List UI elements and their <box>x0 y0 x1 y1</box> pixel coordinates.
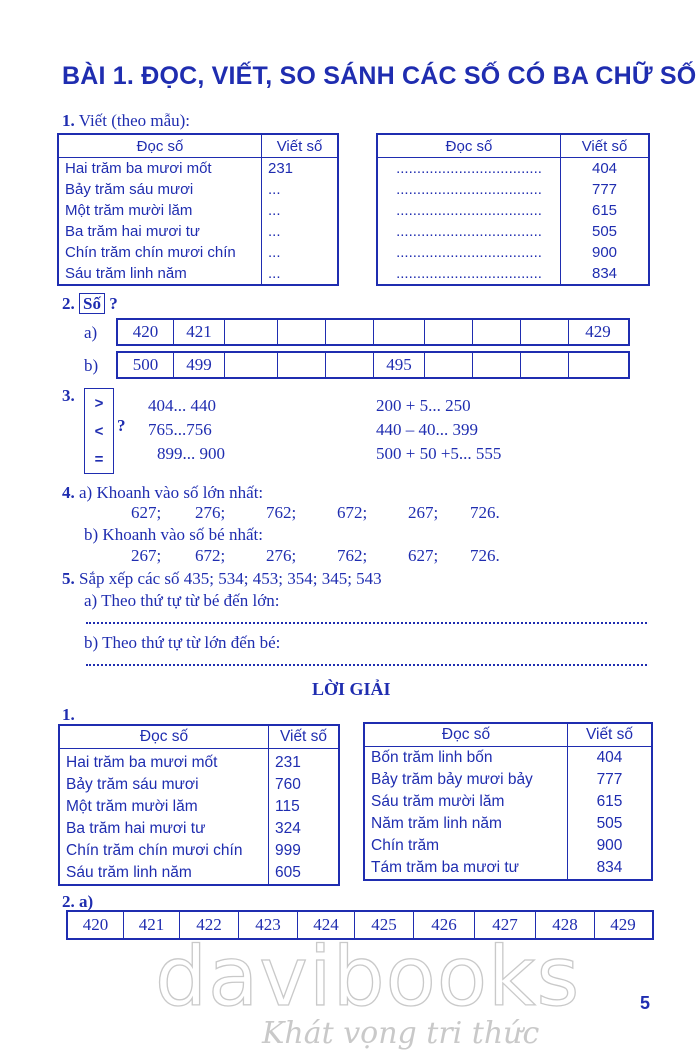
exercise-1-instruction: Viết (theo mẫu): <box>78 111 191 130</box>
number-blank-cell[interactable] <box>326 353 374 377</box>
number-option[interactable]: 672; <box>337 503 368 522</box>
table-cell: Sáu trăm linh năm <box>65 265 187 282</box>
number-blank-cell[interactable] <box>374 320 425 344</box>
exercise-1-heading <box>62 111 190 131</box>
exercise-1-table-left <box>57 133 339 286</box>
answer-line-a[interactable] <box>86 622 647 624</box>
table-cell: ... <box>262 179 339 200</box>
table-row <box>59 749 339 775</box>
watermark-slogan: Khát vọng tri thức <box>262 1016 540 1051</box>
table-row <box>377 221 649 242</box>
number-cell: 421 <box>124 912 180 938</box>
answer-line-b[interactable] <box>86 664 647 666</box>
exercise-2-label: 2. <box>62 294 75 313</box>
table-cell: Sáu trăm linh năm <box>66 864 192 881</box>
table-cell: 834 <box>561 263 650 285</box>
table-cell: Sáu trăm mười lăm <box>371 793 505 810</box>
table-header: Viết số <box>269 725 340 749</box>
table-cell: 505 <box>561 221 650 242</box>
comparison-sign-box <box>84 388 114 474</box>
table-row <box>58 221 338 242</box>
comparison-item[interactable]: 765...756 <box>148 420 212 439</box>
comparison-item[interactable]: 440 – 40... 399 <box>376 420 478 439</box>
exercise-3-label: 3. <box>62 386 75 405</box>
table-cell: 834 <box>568 857 653 880</box>
page-title: BÀI 1. ĐỌC, VIẾT, SO SÁNH CÁC SỐ CÓ BA CHỮ SỐ <box>62 62 697 90</box>
exercise-5-label: 5. <box>62 569 75 588</box>
table-cell: 777 <box>568 769 653 791</box>
number-cell: 424 <box>298 912 355 938</box>
table-cell: ... <box>262 200 339 221</box>
table-header: Đọc số <box>364 723 568 747</box>
exercise-1-label: 1. <box>62 111 75 130</box>
number-blank-cell[interactable] <box>473 320 521 344</box>
exercise-4-b-numbers <box>131 546 500 566</box>
number-row-b <box>116 351 630 379</box>
number-row-a <box>116 318 630 346</box>
table-cell: 231 <box>269 749 340 775</box>
table-row <box>59 818 339 840</box>
number-option[interactable]: 627; <box>408 546 439 565</box>
table-cell: 505 <box>568 813 653 835</box>
number-cell: 499 <box>174 353 225 377</box>
table-row <box>377 242 649 263</box>
table-cell: Chín trăm chín mươi chín <box>65 244 236 261</box>
number-option[interactable]: 726. <box>470 503 500 522</box>
table-cell: Bảy trăm sáu mươi <box>65 181 194 198</box>
table-header: Viết số <box>561 134 650 158</box>
table-cell: Một trăm mười lăm <box>66 798 198 815</box>
number-cell: 420 <box>118 320 174 344</box>
table-cell: 404 <box>568 747 653 770</box>
exercise-4-label: 4. <box>62 483 75 502</box>
so-box: Số <box>79 293 105 314</box>
number-blank-cell[interactable] <box>225 353 278 377</box>
number-blank-cell[interactable] <box>425 353 473 377</box>
comparison-item[interactable]: 899... 900 <box>157 444 225 463</box>
answer-blank[interactable]: ................................... <box>396 181 542 198</box>
number-blank-cell[interactable] <box>225 320 278 344</box>
table-cell: Chín trăm <box>371 837 440 854</box>
table-header: Đọc số <box>59 725 269 749</box>
table-row <box>364 835 652 857</box>
table-cell: 231 <box>262 158 339 180</box>
table-cell: Bốn trăm linh bốn <box>371 749 493 766</box>
exercise-4-a-text: a) Khoanh vào số lớn nhất: <box>79 483 264 502</box>
table-cell: 900 <box>568 835 653 857</box>
number-option[interactable]: 276; <box>266 546 297 565</box>
answer-blank[interactable]: ................................... <box>396 223 542 240</box>
number-cell: 500 <box>118 353 174 377</box>
table-cell: 115 <box>269 796 340 818</box>
number-cell: 420 <box>68 912 124 938</box>
table-row <box>377 179 649 200</box>
solution-2-label: 2. a) <box>62 892 94 911</box>
table-row <box>59 796 339 818</box>
number-cell: 427 <box>475 912 536 938</box>
table-header: Đọc số <box>58 134 262 158</box>
greater-than-sign: > <box>94 394 104 412</box>
number-blank-cell[interactable] <box>278 320 326 344</box>
table-row <box>58 158 338 180</box>
table-cell: 615 <box>561 200 650 221</box>
number-cell: 429 <box>610 915 636 934</box>
page-number: 5 <box>640 993 651 1013</box>
exercise-4-b-text: b) Khoanh vào số bé nhất: <box>84 525 263 544</box>
table-row <box>377 263 649 285</box>
table-row <box>59 840 339 862</box>
number-blank-cell[interactable] <box>278 353 326 377</box>
table-cell: ... <box>262 263 339 285</box>
number-cell: 423 <box>239 912 298 938</box>
table-row <box>364 791 652 813</box>
table-row <box>59 862 339 885</box>
table-header: Viết số <box>262 134 339 158</box>
number-blank-cell[interactable] <box>473 353 521 377</box>
table-cell: ... <box>262 221 339 242</box>
answer-blank[interactable]: ................................... <box>396 160 542 177</box>
row-b-label: b) <box>84 356 99 375</box>
solution-table-left <box>58 724 340 886</box>
table-cell: Hai trăm ba mươi mốt <box>65 160 212 177</box>
table-header: Viết số <box>568 723 653 747</box>
exercise-5-a-text: a) Theo thứ tự từ bé đến lớn: <box>84 591 280 610</box>
exercise-2-heading <box>62 293 118 314</box>
answer-blank[interactable]: ................................... <box>396 244 542 261</box>
answer-blank[interactable]: ................................... <box>396 202 542 219</box>
table-cell: 777 <box>561 179 650 200</box>
table-cell: 615 <box>568 791 653 813</box>
table-row <box>58 263 338 285</box>
table-cell: Tám trăm ba mươi tư <box>371 859 520 876</box>
table-row <box>377 158 649 180</box>
number-option[interactable]: 276; <box>195 503 226 522</box>
table-row <box>59 774 339 796</box>
less-than-sign: < <box>94 422 104 440</box>
exercise-5-heading <box>62 569 382 589</box>
table-cell: Bảy trăm sáu mươi <box>66 776 199 793</box>
number-option[interactable]: 267; <box>131 546 162 565</box>
table-row <box>364 769 652 791</box>
number-blank-cell[interactable] <box>521 353 569 377</box>
number-cell: 426 <box>414 912 475 938</box>
table-row <box>364 813 652 835</box>
table-row <box>58 179 338 200</box>
table-cell: Ba trăm hai mươi tư <box>66 820 206 837</box>
comparison-item[interactable]: 500 + 50 +5... 555 <box>376 444 502 463</box>
solution-1-label: 1. <box>62 705 75 724</box>
table-cell: 999 <box>269 840 340 862</box>
comparison-item[interactable]: 404... 440 <box>148 396 216 415</box>
number-blank-cell[interactable] <box>521 320 569 344</box>
number-cell: 495 <box>374 353 425 377</box>
solution-heading: LỜI GIẢI <box>312 679 391 699</box>
table-cell: Một trăm mười lăm <box>65 202 193 219</box>
number-cell: 425 <box>355 912 414 938</box>
number-option[interactable]: 726. <box>470 546 500 565</box>
table-cell: ... <box>262 242 339 263</box>
table-row <box>364 857 652 880</box>
exercise-5-text: Sắp xếp các số 435; 534; 453; 354; 345; 543 <box>79 569 382 588</box>
row-a-label: a) <box>84 323 98 342</box>
table-cell: Hai trăm ba mươi mốt <box>66 754 218 771</box>
answer-blank[interactable]: ................................... <box>396 265 542 282</box>
number-blank-cell[interactable] <box>425 320 473 344</box>
table-cell: 900 <box>561 242 650 263</box>
table-row <box>58 242 338 263</box>
table-row <box>58 200 338 221</box>
number-cell: 421 <box>174 320 225 344</box>
exercise-4-a-heading <box>62 483 263 503</box>
table-cell: Năm trăm linh năm <box>371 815 502 832</box>
number-option[interactable]: 672; <box>195 546 226 565</box>
question-mark: ? <box>117 416 126 435</box>
exercise-5-b-text: b) Theo thứ tự từ lớn đến bé: <box>84 633 281 652</box>
number-cell: 428 <box>536 912 595 938</box>
number-option[interactable]: 627; <box>131 503 162 522</box>
table-cell: 404 <box>561 158 650 180</box>
comparison-item[interactable]: 200 + 5... 250 <box>376 396 471 415</box>
exercise-4-a-numbers <box>131 503 500 523</box>
number-blank-cell[interactable] <box>326 320 374 344</box>
number-option[interactable]: 267; <box>408 503 439 522</box>
table-cell: 760 <box>269 774 340 796</box>
exercise-1-table-right <box>376 133 650 286</box>
number-cell: 422 <box>180 912 239 938</box>
number-option[interactable]: 762; <box>266 503 297 522</box>
table-cell: Ba trăm hai mươi tư <box>65 223 200 240</box>
table-cell: 605 <box>269 862 340 885</box>
table-header: Đọc số <box>377 134 561 158</box>
solution-table-right <box>363 722 653 881</box>
number-cell: 429 <box>585 322 611 341</box>
number-option[interactable]: 762; <box>337 546 368 565</box>
table-cell: Bảy trăm bảy mươi bảy <box>371 771 533 788</box>
table-row <box>364 747 652 770</box>
table-cell: Chín trăm chín mươi chín <box>66 842 243 859</box>
equals-sign: = <box>94 450 104 468</box>
table-row <box>377 200 649 221</box>
question-mark: ? <box>109 294 118 313</box>
watermark-brand: davibooks <box>155 930 581 1025</box>
table-cell: 324 <box>269 818 340 840</box>
number-blank-cell[interactable] <box>569 353 627 377</box>
